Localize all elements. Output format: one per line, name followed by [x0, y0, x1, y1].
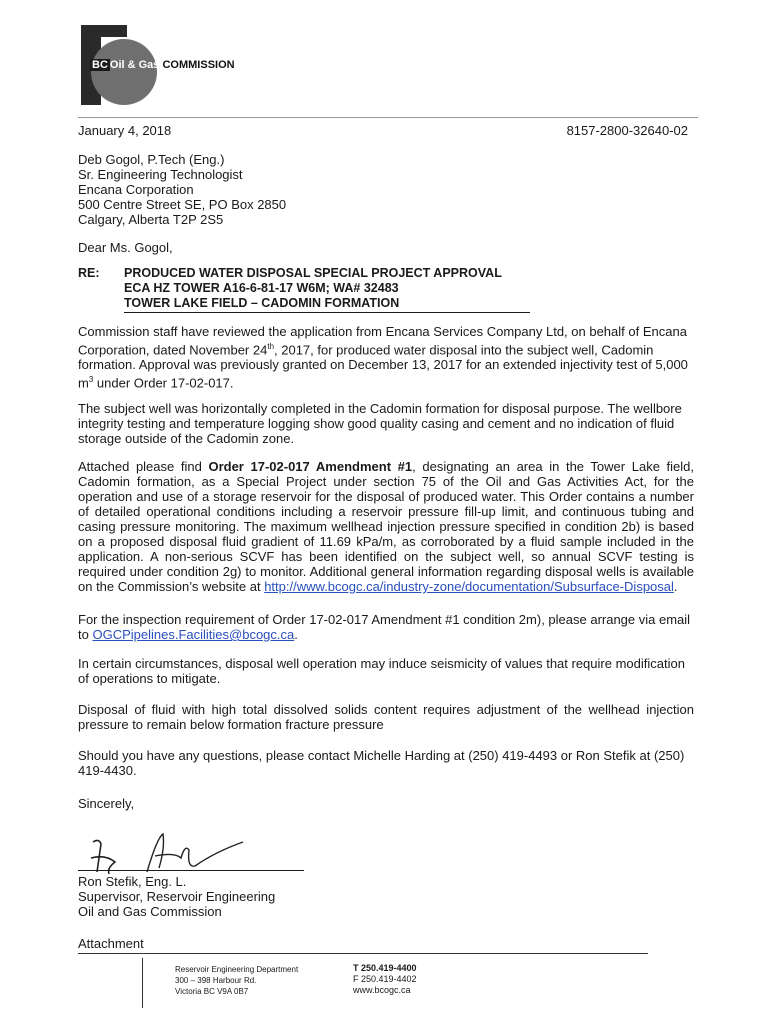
- recipient-line: Sr. Engineering Technologist: [78, 167, 243, 182]
- paragraph-tds: Disposal of fluid with high total dissolved solids content requires adjustment of the wellhead injection pressure to remain below formation fracture pressure: [78, 702, 694, 732]
- footer-tel: T 250.419-4400: [353, 963, 417, 973]
- salutation: Dear Ms. Gogol,: [78, 240, 173, 255]
- header-rule: [78, 117, 698, 118]
- order-reference: Order 17-02-017 Amendment #1: [208, 459, 413, 474]
- recipient-line: Encana Corporation: [78, 182, 194, 197]
- signatory-name: Ron Stefik, Eng. L.: [78, 874, 187, 889]
- paragraph-seismicity: In certain circumstances, disposal well operation may induce seismicity of values that require modification of operations to mitigate.: [78, 656, 685, 686]
- footer-dept: Reservoir Engineering Department: [175, 965, 299, 974]
- footer-rule: [78, 953, 648, 954]
- footer-fax: F 250.419-4402: [353, 974, 417, 984]
- signature-line: [78, 870, 304, 871]
- recipient-line: Calgary, Alberta T2P 2S5: [78, 212, 224, 227]
- recipient-line: Deb Gogol, P.Tech (Eng.): [78, 152, 225, 167]
- signature-image: [85, 828, 245, 876]
- signatory-block: [78, 874, 275, 919]
- logo-wordmark: BC Oil & Gas COMMISSION: [92, 59, 235, 71]
- email-link[interactable]: OGCPipelines.Facilities@bcogc.ca: [92, 627, 295, 642]
- footer-addr1: 300 – 398 Harbour Rd.: [175, 976, 257, 985]
- footer-web: www.bcogc.ca: [353, 985, 411, 995]
- re-line: PRODUCED WATER DISPOSAL SPECIAL PROJECT APPROVAL: [124, 266, 502, 280]
- logo-bracket-top: [81, 25, 127, 37]
- footer-divider: [142, 958, 143, 1008]
- recipient-address: [78, 152, 286, 227]
- paragraph-application: Commission staff have reviewed the application from Encana Services Company Ltd, on behalf of Encana Corporation, dated November 24th, 2017, for produced water disposal into the subject well, Cadomin formation. Approval was previously granted on December 13, 2017 for an extended injectivity test of 5,000 $m^3$ under Order 17-02-017.: [78, 324, 688, 391]
- footer-contact: [353, 963, 417, 996]
- re-underline: [124, 312, 530, 313]
- paragraph-contact: Should you have any questions, please contact Michelle Harding at (250) 419-4493 or Ron Stefik at (250) 419-4430.: [78, 748, 685, 778]
- signatory-org: Oil and Gas Commission: [78, 904, 222, 919]
- paragraph-order: Attached please find Order 17-02-017 Amendment #1, designating an area in the Tower Lake field, Cadomin formation, as a Special Project under section 75 of the Oil and Gas Activities Act, for the operation and use of a storage reservoir for the disposal of produced water. This Order contains a number of detailed operational conditions including a reservoir pressure fill-up limit, and continuous tubing and casing pressure monitoring. The maximum wellhead injection pressure specified in condition 2b) is based on a proposed disposal fluid gradient of 11.69 kPa/m, as corroborated by a fluid sample included in the application. A non-serious SCVF has been identified on the subject well, so annual SCVF testing is required under condition 2g) to monitor. Additional general information regarding disposal wells is available on the Commission’s website at http://www.bcogc.ca/industry-zone/documentation/Subsurface-Disposal.: [78, 459, 695, 594]
- footer-address: [175, 964, 298, 997]
- paragraph-wellbore: The subject well was horizontally completed in the Cadomin formation for disposal purpose. The wellbore integrity testing and temperature logging show good quality casing and cement and no indication of fluid storage outside of the Cadomin zone.: [78, 401, 682, 446]
- attachment-label: Attachment: [78, 936, 144, 951]
- recipient-line: 500 Centre Street SE, PO Box 2850: [78, 197, 287, 212]
- footer-addr2: Victoria BC V9A 0B7: [175, 987, 249, 996]
- file-number: 8157-2800-32640-02: [566, 123, 688, 138]
- paragraph-inspection: For the inspection requirement of Order 17-02-017 Amendment #1 condition 2m), please arrange via email to OGCPipelines.Facilities@bcogc.ca.: [78, 612, 691, 642]
- closing: Sincerely,: [78, 796, 135, 811]
- re-line: ECA HZ TOWER A16-6-81-17 W6M; WA# 32483: [124, 281, 399, 295]
- letter-date: January 4, 2018: [78, 123, 172, 138]
- re-line: TOWER LAKE FIELD – CADOMIN FORMATION: [124, 296, 400, 310]
- subsurface-disposal-link[interactable]: http://www.bcogc.ca/industry-zone/documentation/Subsurface-Disposal: [264, 579, 674, 594]
- re-subject: [124, 266, 502, 311]
- signatory-title: Supervisor, Reservoir Engineering: [78, 889, 276, 904]
- re-label: RE:: [78, 266, 100, 280]
- logo-spacer: [101, 56, 105, 74]
